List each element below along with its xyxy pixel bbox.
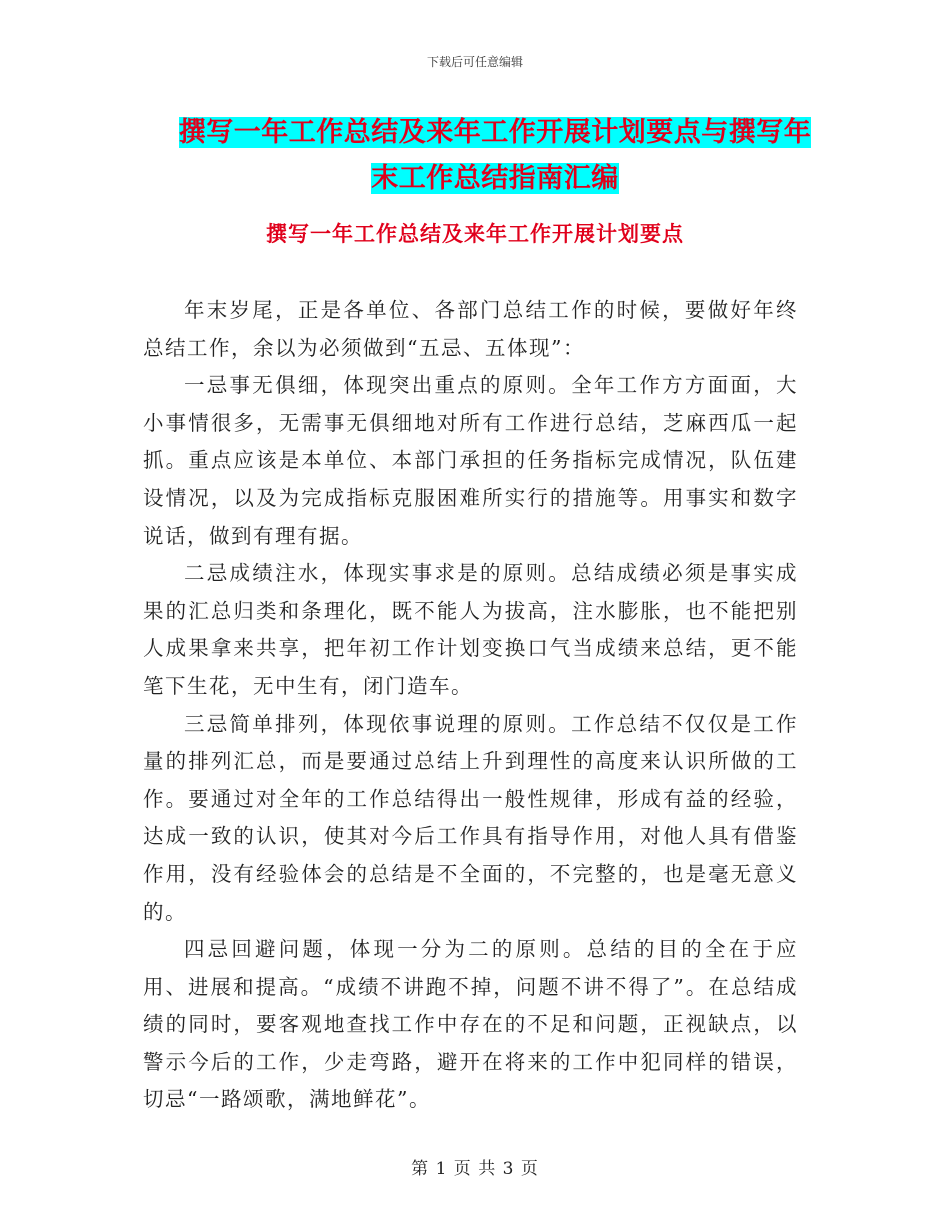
header-note: 下载后可任意编辑 [426,55,523,69]
page-footer: 第 1 页 共 3 页 [411,1159,539,1179]
paragraph: 年末岁尾，正是各单位、各部门总结工作的时候，要做好年终总结工作，余以为必须做到“五忌、五体现”： [143,298,798,360]
document-title-line-1: 撰写一年工作总结及来年工作开展计划要点与撰写年 [178,117,812,148]
document-body [143,292,798,1119]
document-title [150,110,840,202]
paragraph: 四忌回避问题，体现一分为二的原则。总结的目的全在于应用、进展和提高。“成绩不讲跑不掉，问题不讲不得了”。在总结成绩的同时，要客观地查找工作中存在的不足和问题，正视缺点，以警示今后的工作，少走弯路，避开在将来的工作中犯同样的错误，切忌“一路颂歌，满地鲜花”。 [143,937,798,1112]
paragraph: 一忌事无俱细，体现突出重点的原则。全年工作方方面面，大小事情很多，无需事无俱细地对所有工作进行总结，芝麻西瓜一起抓。重点应该是本单位、本部门承担的任务指标完成情况，队伍建设情况，以及为完成指标克服困难所实行的措施等。用事实和数字说话，做到有理有据。 [143,373,798,548]
paragraph: 三忌简单排列，体现依事说理的原则。工作总结不仅仅是工作量的排列汇总，而是要通过总结上升到理性的高度来认识所做的工作。要通过对全年的工作总结得出一般性规律，形成有益的经验，达成一致的认识，使其对今后工作具有指导作用，对他人具有借鉴作用，没有经验体会的总结是不全面的，不完整的，也是毫无意义的。 [143,711,798,924]
section-title: 撰写一年工作总结及来年工作开展计划要点 [266,222,684,246]
paragraph: 二忌成绩注水，体现实事求是的原则。总结成绩必须是事实成果的汇总归类和条理化，既不能人为拔高，注水膨胀，也不能把别人成果拿来共享，把年初工作计划变换口气当成绩来总结，更不能笔下生花，无中生有，闭门造车。 [143,561,798,698]
document-title-line-2: 末工作总结指南汇编 [371,163,619,194]
